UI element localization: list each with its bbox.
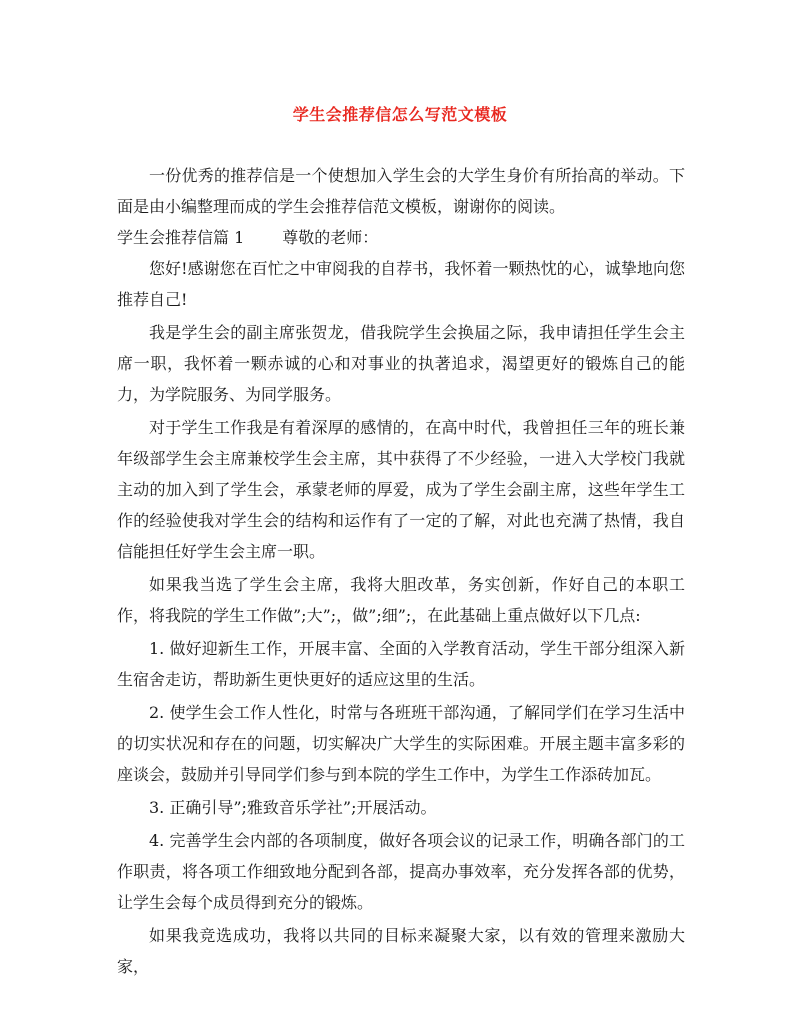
paragraph: 对于学生工作我是有着深厚的感情的，在高中时代，我曾担任三年的班长兼年级部学生会主席兼校学生会主席，其中获得了不少经验，一进入大学校门我就主动的加入到了学生会，承蒙老师的厚爱，成为了学生会副主席，这些年学生工作的经验使我对学生会的结构和运作有了一定的了解，对此也充满了热情，我自信能担任好学生会主席一职。 [117, 418, 685, 561]
paragraph: 我是学生会的副主席张贺龙，借我院学生会换届之际，我申请担任学生会主席一职，我怀着一颗赤诚的心和对事业的执著追求，渴望更好的锻炼自己的能力，为学院服务、为同学服务。 [117, 323, 685, 404]
section-label: 学生会推荐信篇 1 [117, 228, 245, 247]
list-item-2: 2. 使学生会工作人性化，时常与各班班干部沟通，了解同学们在学习生活中的切实状况和存在的问题，切实解决广大学生的实际困难。开展主题丰富多彩的座谈会，鼓励并引导同学们参与到本院的学生工作中，为学生工作添砖加瓦。 [117, 703, 685, 784]
paragraph: 如果我当选了学生会主席，我将大胆改革，务实创新，作好自己的本职工作，将我院的学生工作做”;大”;，做”;细”;，在此基础上重点做好以下几点: [117, 575, 685, 625]
list-item-3: 3. 正确引导”;雅致音乐学社”;开展活动。 [149, 798, 437, 817]
document-title: 学生会推荐信怎么写范文模板 [292, 105, 508, 124]
list-item-4: 4. 完善学生会内部的各项制度，做好各项会议的记录工作，明确各部门的工作职责，将各项工作细致地分配到各部，提高办事效率，充分发挥各部的优势，让学生会每个成员得到充分的锻炼。 [117, 831, 685, 912]
paragraph: 如果我竞选成功，我将以共同的目标来凝聚大家，以有效的管理来激励大家， [117, 926, 685, 976]
list-item-1: 1. 做好迎新生工作，开展丰富、全面的入学教育活动，学生干部分组深入新生宿舍走访，帮助新生更快更好的适应这里的生活。 [117, 639, 685, 689]
paragraph: 您好!感谢您在百忙之中审阅我的自荐书，我怀着一颗热忱的心，诚挚地向您推荐自己! [117, 259, 685, 309]
document-body [117, 160, 685, 982]
intro-paragraph: 一份优秀的推荐信是一个使想加入学生会的大学生身价有所抬高的举动。下面是由小编整理而成的学生会推荐信范文模板，谢谢你的阅读。 [117, 166, 685, 216]
section-heading-line [117, 222, 685, 253]
salutation: 尊敬的老师： [282, 228, 379, 247]
